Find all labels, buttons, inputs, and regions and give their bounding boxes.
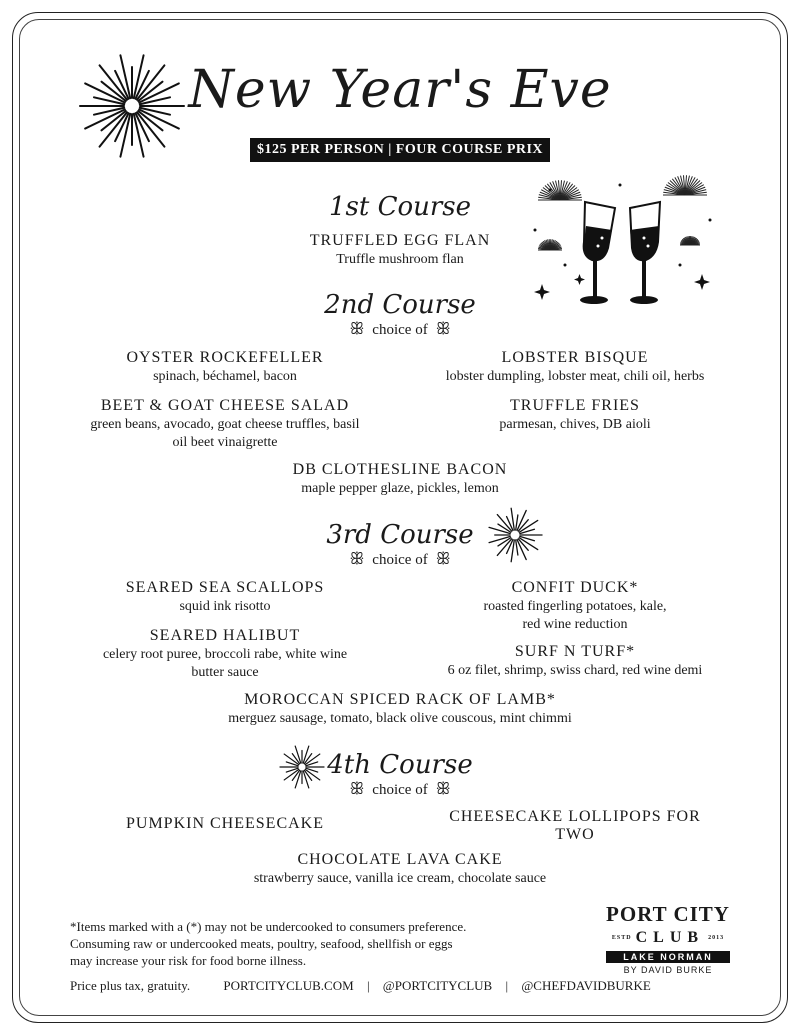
- menu-item: LOBSTER BISQUE lobster dumpling, lobster meat, chili oil, herbs: [445, 349, 705, 384]
- price-note: Price plus tax, gratuity.: [70, 978, 191, 993]
- menu-item: MOROCCAN SPICED RACK OF LAMB* merguez sausage, tomato, black olive couscous, mint chimmi: [228, 691, 572, 726]
- menu-item: TRUFFLED EGG FLAN Truffle mushroom flan: [309, 232, 491, 267]
- swirl-icon: ꕥ: [435, 781, 451, 798]
- swirl-icon: ꕥ: [349, 781, 365, 798]
- menu-item: SEARED HALIBUT celery root puree, broccoli rabe, white wine butter sauce: [102, 627, 348, 680]
- menu-item: OYSTER ROCKEFELLER spinach, béchamel, bacon: [126, 349, 324, 384]
- choice-of-label: ꕥ choice of ꕥ: [349, 551, 451, 568]
- menu-item: CHEESECAKE LOLLIPOPS FOR TWO: [449, 808, 701, 843]
- swirl-icon: ꕥ: [349, 321, 365, 338]
- page-title: New Year's Eve: [188, 60, 612, 120]
- price-banner: $125 PER PERSON | FOUR COURSE PRIX FIXE: [250, 138, 550, 162]
- menu-item: SURF N TURF* 6 oz filet, shrimp, swiss chard, red wine demi: [447, 643, 703, 678]
- menu-item: DB CLOTHESLINE BACON maple pepper glaze, pickles, lemon: [292, 461, 508, 496]
- website-link[interactable]: PORTCITYCLUB.COM: [223, 978, 354, 993]
- menu-item: BEET & GOAT CHEESE SALAD green beans, avocado, goat cheese truffles, basil oil beet vinaigrette: [90, 397, 360, 450]
- menu-item: PUMPKIN CHEESECAKE: [125, 815, 324, 832]
- course-1-title: 1st Course: [328, 192, 472, 222]
- menu-item: TRUFFLE FRIES parmesan, chives, DB aioli: [499, 397, 651, 432]
- menu-item: CONFIT DUCK* roasted fingerling potatoes, kale, red wine reduction: [483, 579, 667, 632]
- choice-of-label: ꕥ choice of ꕥ: [349, 781, 451, 798]
- menu-item: SEARED SEA SCALLOPS squid ink risotto: [125, 579, 325, 614]
- swirl-icon: ꕥ: [435, 551, 451, 568]
- course-3-title: 3rd Course: [326, 520, 474, 550]
- choice-of-label: ꕥ choice of ꕥ: [349, 321, 451, 338]
- social-handle[interactable]: @CHEFDAVIDBURKE: [521, 978, 651, 993]
- port-city-club-logo: PORT CITY ESTD CLUB 2013 LAKE NORMAN BY DAVID BURKE: [606, 902, 730, 975]
- swirl-icon: ꕥ: [435, 321, 451, 338]
- menu-item: CHOCOLATE LAVA CAKE strawberry sauce, vanilla ice cream, chocolate sauce: [253, 851, 547, 886]
- course-4-title: 4th Course: [327, 750, 473, 780]
- course-2-title: 2nd Course: [324, 290, 476, 320]
- footer-contact: [70, 978, 669, 994]
- allergy-disclaimer: *Items marked with a (*) may not be undercooked to consumers preference. Consuming raw or undercooked meats, poultry, seafood, shellfish or eggs may increase your risk for food borne illness.: [70, 919, 467, 968]
- social-handle[interactable]: @PORTCITYCLUB: [382, 978, 493, 993]
- separator: |: [366, 978, 370, 993]
- separator: |: [505, 978, 509, 993]
- swirl-icon: ꕥ: [349, 551, 365, 568]
